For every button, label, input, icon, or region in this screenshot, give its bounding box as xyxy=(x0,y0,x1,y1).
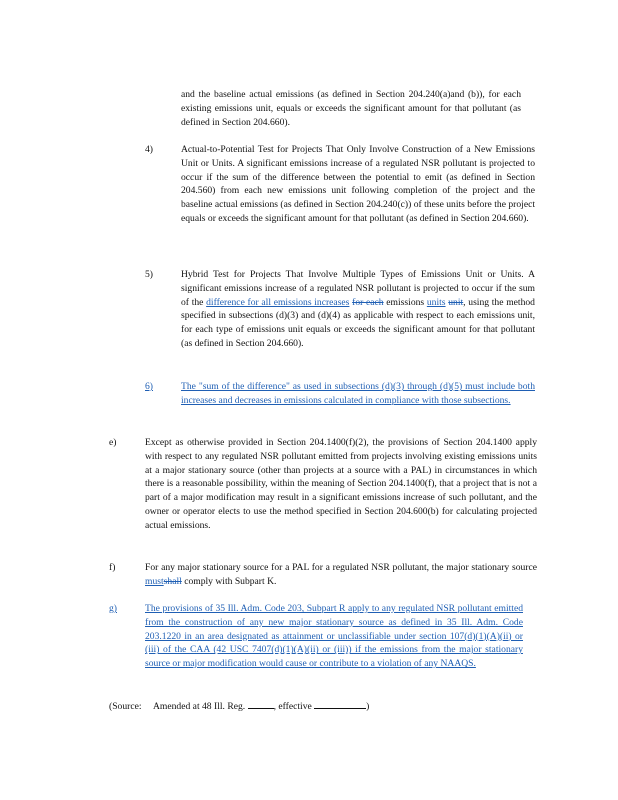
item-5-number: 5) xyxy=(145,269,153,280)
source-prefix: (Source: xyxy=(109,701,142,712)
item-e-text: Except as otherwise provided in Section 204.1400(f)(2), the provisions of Section 204.1400 apply with respect to any regulated NSR pollutant emitted from projects involving existing emissions units at a major stationary source (other than projects at a source with a PAL) in circumstances in which there is a reasonable possibility, within the meaning of Section 204.1400(f), that a project that is not a part of a major modification may result in a significant emissions increase of such pollutant, and the owner or operator elects to use the method specified in Section 204.600(b) for calculating projected actual emissions. xyxy=(145,437,537,531)
item-f-text-a: For any major stationary source for a PAL for a regulated NSR pollutant, the major stationary source xyxy=(145,562,537,573)
continuation-paragraph xyxy=(181,88,521,129)
item-f-paragraph xyxy=(145,561,537,589)
item-5-paragraph xyxy=(181,268,535,351)
item-5-insertion-1: difference for all emissions increases xyxy=(206,296,350,308)
item-5-deletion-1: for each xyxy=(352,296,384,308)
item-6-number: 6) xyxy=(145,381,153,392)
item-5-insertion-2: units xyxy=(426,296,446,308)
source-amended: Amended at 48 Ill. Reg. xyxy=(152,701,246,712)
item-g-paragraph xyxy=(145,602,523,671)
source-effective: , effective xyxy=(273,701,312,712)
item-g-text: The provisions of 35 Ill. Adm. Code 203, Subpart R apply to any regulated NSR pollutant emitted from the construction of any new major stationary source as defined in 35 Ill. Adm. Code 203.1220 in an area designated as attainment or unclassifiable under section 107(d)(1)(A)(ii) or (iii) of the CAA (42 USC 7407(d)(1)(A)(ii) or (iii)) if the emissions from the major stationary source or major modification would cause or contribute to a violation of any NAAQS. xyxy=(145,603,523,670)
item-5-text-b: emissions xyxy=(383,296,427,308)
item-g-letter: g) xyxy=(109,603,117,614)
register-page-blank xyxy=(248,698,274,709)
item-e-paragraph xyxy=(145,436,537,533)
item-f-deletion: shall xyxy=(163,575,182,587)
item-f-letter: f) xyxy=(109,562,116,573)
item-e-letter: e) xyxy=(109,437,117,448)
item-5-deletion-2: unit xyxy=(448,296,464,308)
item-4-number: 4) xyxy=(145,144,153,155)
item-f-text-b: comply with Subpart K. xyxy=(181,575,277,587)
continuation-text: and the baseline actual emissions (as defined in Section 204.240(a)and (b)), for each existing emissions unit, equals or exceeds the significant amount for that pollutant (as defined in Section 204.660). xyxy=(181,89,521,128)
item-5-text-c: , using the method specified in subsections (d)(3) and (d)(4) as applicable with respect to each emissions unit, for each type of emissions unit equals or exceeds the significant amount for that pollutant (as defined in Section 204.660). xyxy=(181,296,535,349)
item-5-text-a: Hybrid Test for Projects That Involve Multiple Types of Emissions Unit or Units. A significant emissions increase of a regulated NSR pollutant is projected to occur if the sum of the xyxy=(181,269,535,308)
effective-date-blank xyxy=(314,698,366,709)
item-6-text: The "sum of the difference" as used in subsections (d)(3) through (d)(5) must include both increases and decreases in emissions calculated in compliance with those subsections. xyxy=(181,381,535,406)
item-f-insertion: must xyxy=(145,575,164,587)
item-4-paragraph xyxy=(181,143,535,226)
source-note xyxy=(109,698,529,714)
item-6-paragraph xyxy=(181,380,535,408)
source-suffix: ) xyxy=(366,701,370,712)
item-4-text: Actual-to-Potential Test for Projects That Only Involve Construction of a New Emissions Unit or Units. A significant emissions increase of a regulated NSR pollutant is projected to occur if the sum of the difference between the potential to emit (as defined in Section 204.560) from each new emissions unit following completion of the project and the baseline actual emissions (as defined in Section 204.240(c)) of these units before the project equals or exceeds the significant amount for that pollutant (as defined in Section 204.660). xyxy=(181,144,535,224)
